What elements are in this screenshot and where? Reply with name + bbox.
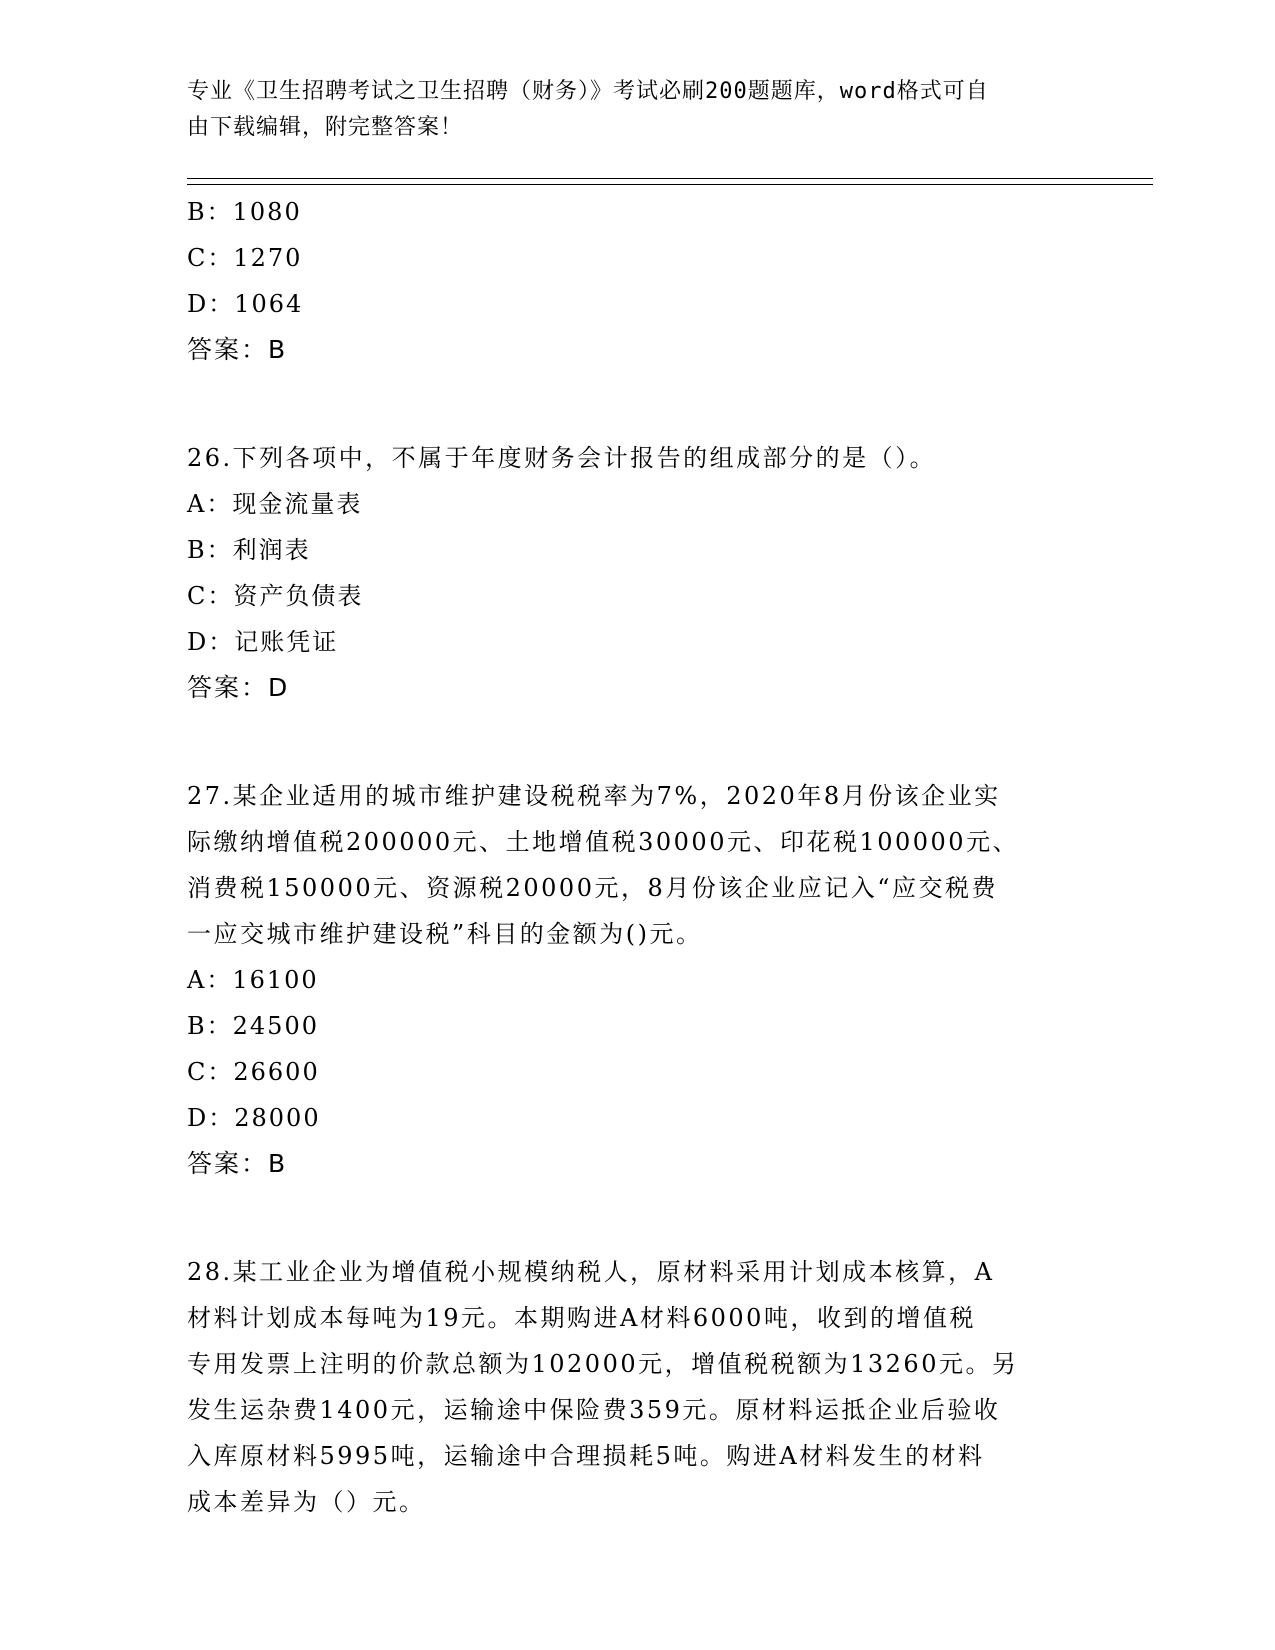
header-line-2: 由下载编辑，附完整答案！ (187, 115, 464, 140)
answer: 答案：B (187, 1149, 288, 1178)
question-list (187, 189, 1087, 1525)
stem-line: 发生运杂费1400元，运输途中保险费359元。原材料运抵企业后验收 (187, 1396, 1001, 1424)
stem-line: 28.某工业企业为增值税小规模纳税人，原材料采用计划成本核算，A (187, 1258, 995, 1286)
answer: 答案：D (187, 673, 290, 702)
option-a: A：16100 (187, 966, 319, 994)
stem-line: 27.某企业适用的城市维护建设税税率为7%，2020年8月份该企业实 (187, 782, 1001, 810)
stem-line: 材料计划成本每吨为19元。本期购进A材料6000吨，收到的增值税 (187, 1304, 976, 1332)
question-stem (187, 773, 1067, 957)
option-d: D：1064 (187, 290, 304, 318)
option-c: C：26600 (187, 1058, 320, 1086)
option-c: C：1270 (187, 244, 303, 272)
stem-line: 际缴纳增值税200000元、土地增值税30000元、印花税100000元、 (187, 828, 1020, 856)
option-d: D：记账凭证 (187, 628, 339, 656)
question-27 (187, 773, 1087, 1187)
question-28 (187, 1249, 1087, 1525)
option-b: B：24500 (187, 1012, 319, 1040)
option-b: B：1080 (187, 198, 302, 226)
question-stem (187, 435, 1067, 481)
document-header (187, 74, 1067, 146)
stem-line: 成本差异为（）元。 (187, 1488, 426, 1516)
header-line-1: 专业《卫生招聘考试之卫生招聘（财务）》考试必刷200题题库，word格式可自 (187, 79, 989, 104)
header-divider-top (187, 178, 1153, 179)
spacer (187, 1187, 1087, 1249)
stem-line: 专用发票上注明的价款总额为102000元，增值税税额为13260元。另 (187, 1350, 1019, 1378)
header-divider-bottom (187, 184, 1153, 185)
spacer (187, 711, 1087, 773)
option-d: D：28000 (187, 1104, 321, 1132)
stem-line: 消费税150000元、资源税20000元，8月份该企业应记入“应交税费 (187, 874, 999, 902)
stem-line: 26.下列各项中，不属于年度财务会计报告的组成部分的是（）。 (187, 444, 937, 472)
stem-line: 一应交城市维护建设税”科目的金额为()元。 (187, 920, 703, 948)
question-26 (187, 435, 1087, 711)
question-25-tail (187, 189, 1087, 373)
option-b: B：利润表 (187, 536, 311, 564)
answer: 答案：B (187, 335, 288, 364)
stem-line: 入库原材料5995吨，运输途中合理损耗5吨。购进A材料发生的材料 (187, 1442, 985, 1470)
option-c: C：资产负债表 (187, 582, 364, 610)
question-stem (187, 1249, 1067, 1525)
option-a: A：现金流量表 (187, 490, 363, 518)
spacer (187, 373, 1087, 435)
